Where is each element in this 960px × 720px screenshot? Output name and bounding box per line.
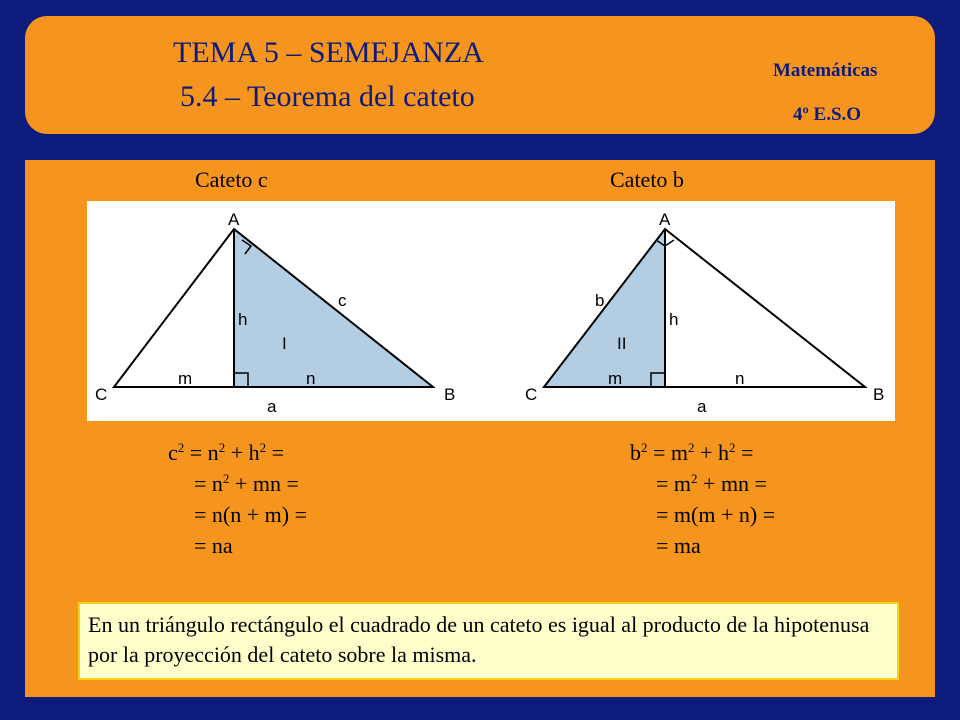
- subject-label: Matemáticas: [773, 60, 878, 81]
- right-label-m: m: [608, 369, 623, 388]
- header-banner: [25, 16, 935, 134]
- right-equation-line-4: = ma: [656, 533, 701, 558]
- left-label-a: a: [267, 397, 277, 416]
- caption-cateto-c: Cateto c: [195, 167, 268, 192]
- left-triangle: [95, 210, 455, 416]
- left-label-region: I: [282, 334, 287, 353]
- left-vertex-a: A: [228, 210, 240, 229]
- right-label-region: II: [617, 334, 627, 353]
- right-vertex-c: C: [525, 385, 538, 404]
- left-label-c: c: [338, 291, 347, 310]
- left-equation-line-3: = n(n + m) =: [194, 502, 307, 527]
- triangles-figure: [87, 201, 895, 421]
- caption-cateto-b: Cateto b: [610, 167, 684, 192]
- left-equation-line-4: = na: [194, 533, 233, 558]
- left-equation-line-1: $c^2 = n^2 + h^2$ =: [168, 440, 285, 465]
- course-label: 4º E.S.O: [793, 104, 862, 125]
- right-label-h: h: [669, 310, 679, 329]
- right-equation-line-1: $b^2 = m^2 + h^2$ =: [630, 440, 754, 465]
- right-equation-line-2: = $m^2$ + mn =: [656, 471, 767, 496]
- left-label-n: n: [306, 369, 316, 388]
- right-equation-line-3: = m(m + n) =: [656, 502, 776, 527]
- right-label-n: n: [735, 369, 745, 388]
- left-equation-line-2: = $n^2$ + mn =: [194, 471, 299, 496]
- content-panel: [25, 160, 935, 697]
- right-vertex-b: B: [873, 385, 885, 404]
- page-title: TEMA 5 – SEMEJANZA: [173, 36, 484, 69]
- left-vertex-b: B: [444, 385, 456, 404]
- left-vertex-c: C: [95, 385, 108, 404]
- right-triangle: [525, 210, 884, 416]
- left-label-h: h: [238, 310, 248, 329]
- right-label-a: a: [697, 397, 707, 416]
- theorem-statement-box: En un triángulo rectángulo el cuadrado de un cateto es igual al producto de la hipotenusa por la proyección del cateto sobre la misma.: [78, 602, 899, 680]
- left-label-m: m: [178, 369, 193, 388]
- right-label-b: b: [595, 291, 605, 310]
- page-subtitle: 5.4 – Teorema del cateto: [180, 80, 475, 113]
- right-vertex-a: A: [659, 210, 671, 229]
